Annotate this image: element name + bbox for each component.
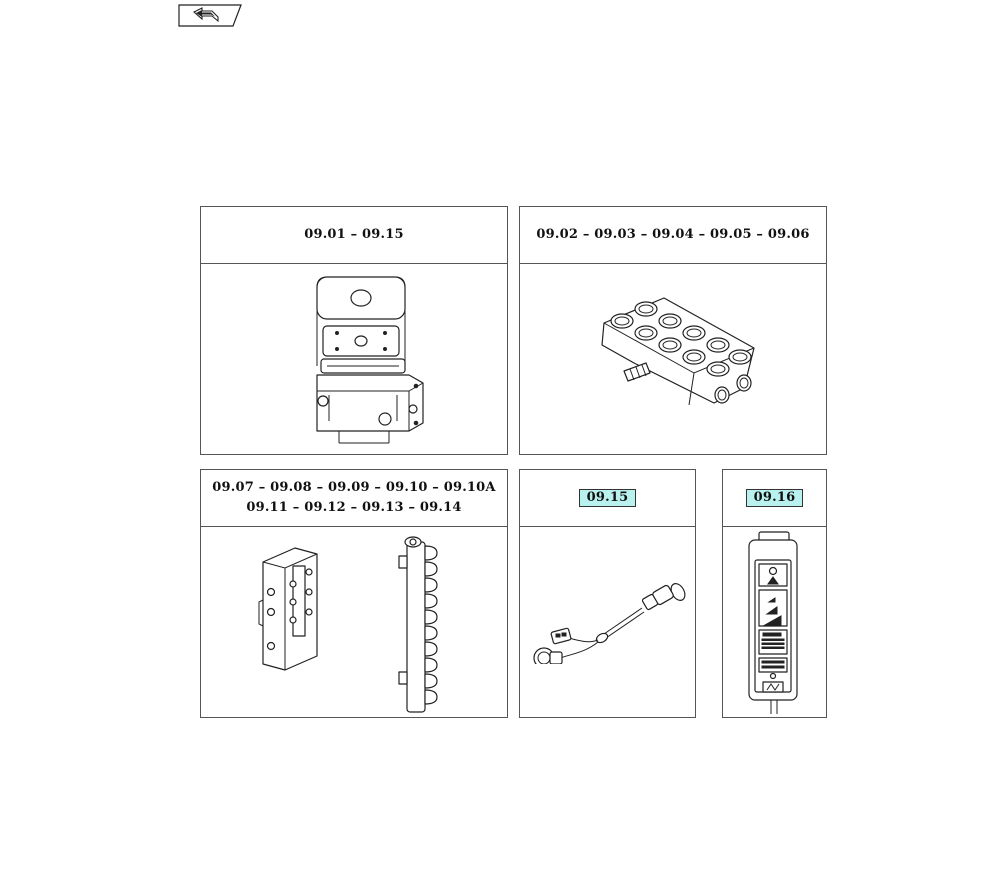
mounting-bracket-icon[interactable] [251,544,331,684]
panel-body [520,263,826,454]
panel-manifold [519,206,827,455]
panel-header [723,470,826,527]
panel-control-unit [722,469,827,718]
cable-harness-icon[interactable] [528,574,688,664]
reference-numbers: 09.01 – 09.15 [304,227,404,242]
panel-body [723,526,826,717]
panel-body [520,526,695,717]
reference-numbers: 09.11 – 09.12 – 09.13 – 09.14 [246,500,462,515]
reference-numbers: 09.07 – 09.08 – 09.09 – 09.10 – 09.10A [212,480,496,495]
panel-cable-harness [519,469,696,718]
panel-tank-assembly [200,206,508,455]
reference-numbers: 09.02 – 09.03 – 09.04 – 09.05 – 09.06 [536,227,810,242]
panel-body [201,526,507,717]
panel-mounting-parts [200,469,508,718]
back-arrow-icon [178,4,242,27]
manifold-icon[interactable] [594,293,764,413]
manifold-rail-icon[interactable] [395,532,455,718]
panel-header [201,470,507,527]
panel-header [201,207,507,264]
back-button[interactable] [178,4,242,27]
part-link-09-16[interactable]: 09.16 [746,489,804,507]
panel-header [520,207,826,264]
panel-header [520,470,695,527]
tank-assembly-icon[interactable] [309,271,439,453]
panel-body [201,263,507,454]
control-unit-icon[interactable] [745,530,805,716]
part-link-09-15[interactable]: 09.15 [579,489,637,507]
